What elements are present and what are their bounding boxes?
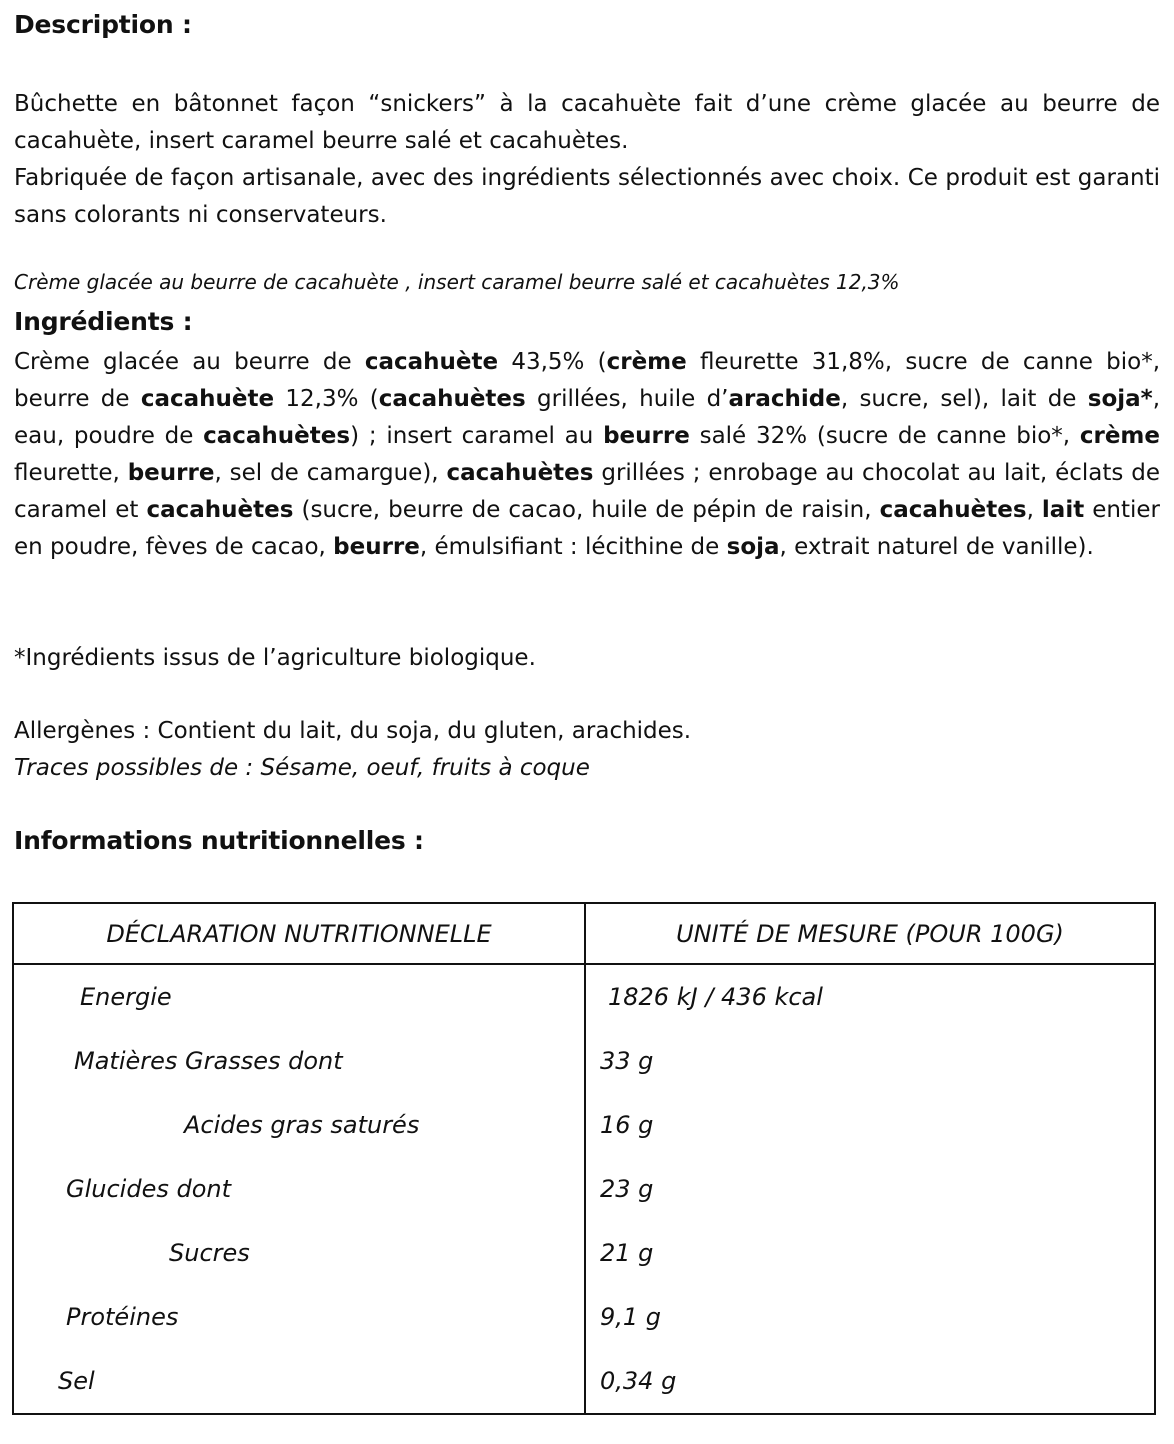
ingredient-text: , extrait naturel de vanille). xyxy=(779,534,1094,560)
allergen-term: soja* xyxy=(1087,386,1153,412)
allergen-term: cacahuètes xyxy=(446,460,594,486)
nutrient-label: Sucres xyxy=(13,1221,585,1285)
allergen-term: crème xyxy=(606,349,687,375)
allergen-term: cacahuètes xyxy=(879,497,1027,523)
allergen-term: beurre xyxy=(333,534,420,560)
description-block xyxy=(14,86,1160,234)
column-header-declaration: DÉCLARATION NUTRITIONNELLE xyxy=(13,903,585,964)
nutrient-value: 21 g xyxy=(600,1239,654,1267)
table-row xyxy=(13,964,1155,1029)
ingredient-text: salé 32% (sucre de canne bio*, xyxy=(689,423,1080,449)
ingredient-text: grillées, huile d’ xyxy=(525,386,729,412)
allergen-term: cacahuète xyxy=(140,386,275,412)
table-row xyxy=(13,1285,1155,1349)
ingredient-text: (sucre, beurre de cacao, huile de pépin de raisin, xyxy=(293,497,880,523)
nutrition-table-header xyxy=(13,903,1155,964)
allergen-term: crème xyxy=(1079,423,1160,449)
nutrient-label: Acides gras saturés xyxy=(13,1093,585,1157)
nutrient-value: 9,1 g xyxy=(600,1303,662,1331)
table-row xyxy=(13,1349,1155,1414)
description-paragraph-2: Fabriquée de façon artisanale, avec des ingrédients sélectionnés avec choix. Ce produit est garanti sans colorants ni conservateurs. xyxy=(14,165,1160,228)
table-row xyxy=(13,1093,1155,1157)
ingredient-text: , xyxy=(1026,497,1042,523)
description-paragraph-1: Bûchette en bâtonnet façon “snickers” à la cacahuète fait d’une crème glacée au beurre de cacahuète, insert caramel beurre salé et cacahuètes. xyxy=(14,91,1160,154)
table-row xyxy=(13,1029,1155,1093)
nutrient-value: 16 g xyxy=(600,1111,654,1139)
nutrient-value: 33 g xyxy=(600,1047,654,1075)
ingredient-text: , eau, poudre de xyxy=(14,386,1161,449)
table-row xyxy=(13,1221,1155,1285)
allergen-term: lait xyxy=(1041,497,1085,523)
ingredient-text: grillées ; enrobage au chocolat au lait, éclats de caramel et xyxy=(14,460,1161,523)
organic-note: *Ingrédients issus de l’agriculture biologique. xyxy=(14,645,536,671)
ingredient-text: ) ; insert caramel au xyxy=(350,423,604,449)
allergens-statement: Allergènes : Contient du lait, du soja, du gluten, arachides. xyxy=(14,718,692,744)
nutrient-label: Sel xyxy=(13,1349,585,1414)
ingredient-text: , sel de camargue), xyxy=(214,460,447,486)
ingredients-list xyxy=(14,344,1160,566)
column-header-unit: UNITÉ DE MESURE (POUR 100G) xyxy=(585,903,1155,964)
allergen-term: cacahuète xyxy=(364,349,499,375)
product-composition-line: Crème glacée au beurre de cacahuète , insert caramel beurre salé et cacahuètes 12,3% xyxy=(14,270,900,294)
nutrition-heading: Informations nutritionnelles : xyxy=(14,826,424,855)
ingredient-text: fleurette 31,8%, sucre de canne bio*, beurre de xyxy=(14,349,1160,412)
table-row xyxy=(13,1157,1155,1221)
allergen-term: cacahuètes xyxy=(378,386,526,412)
allergen-term: beurre xyxy=(127,460,215,486)
ingredient-text: 12,3% ( xyxy=(274,386,379,412)
allergen-term: beurre xyxy=(603,423,690,449)
nutrient-value: 1826 kJ / 436 kcal xyxy=(608,983,823,1011)
allergen-term: arachide xyxy=(728,386,841,412)
nutrition-table xyxy=(12,902,1156,1415)
allergen-traces: Traces possibles de : Sésame, oeuf, fruits à coque xyxy=(14,755,590,781)
ingredient-text: , sucre, sel), lait de xyxy=(840,386,1088,412)
allergen-term: cacahuètes xyxy=(203,423,351,449)
nutrient-value: 23 g xyxy=(600,1175,654,1203)
ingredient-text: , émulsifiant : lécithine de xyxy=(419,534,727,560)
ingredient-text: 43,5% ( xyxy=(498,349,607,375)
nutrient-label: Protéines xyxy=(13,1285,585,1349)
nutrient-label: Glucides dont xyxy=(13,1157,585,1221)
allergen-term: cacahuètes xyxy=(146,497,294,523)
ingredient-text: fleurette, xyxy=(14,460,128,486)
allergen-term: soja xyxy=(726,534,780,560)
nutrient-label: Energie xyxy=(13,964,585,1029)
ingredients-heading: Ingrédients : xyxy=(14,307,193,336)
description-heading: Description : xyxy=(14,10,192,39)
nutrient-value: 0,34 g xyxy=(600,1367,677,1395)
ingredient-text: entier en poudre, fèves de cacao, xyxy=(14,497,1160,560)
ingredient-text: Crème glacée au beurre de xyxy=(14,349,365,375)
nutrient-label: Matières Grasses dont xyxy=(13,1029,585,1093)
